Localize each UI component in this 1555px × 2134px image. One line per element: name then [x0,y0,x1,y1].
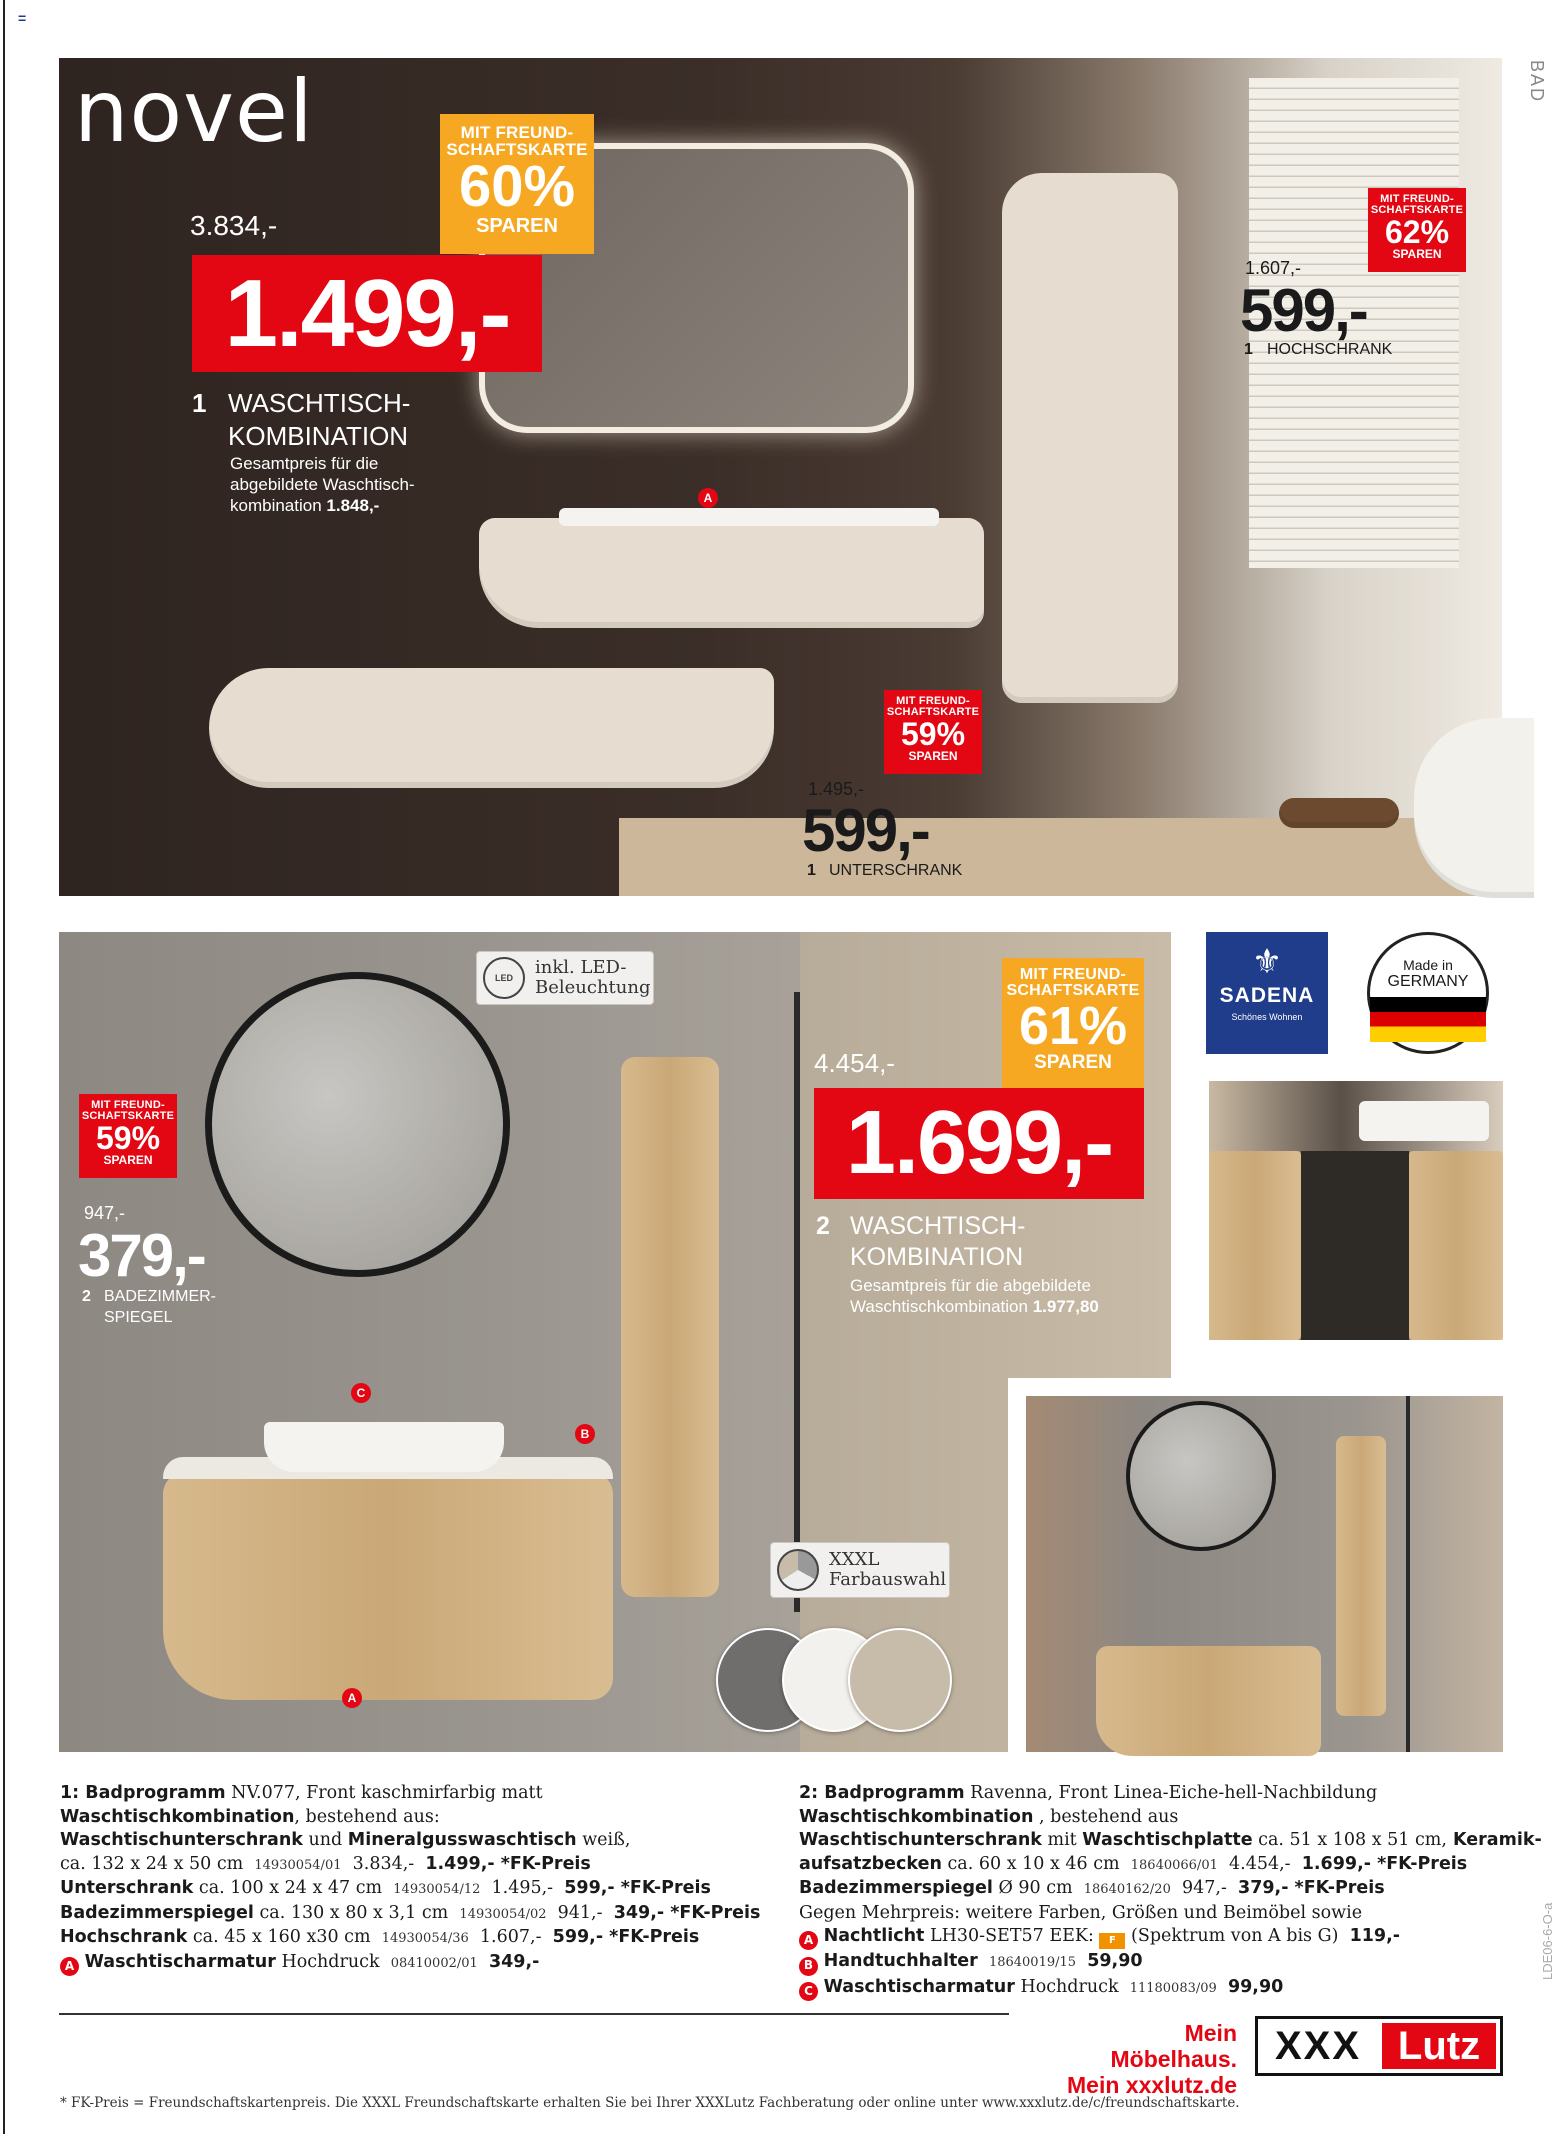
spec-r4-dim: ca. 60 x 10 x 46 cm [941,1853,1120,1874]
sadena-tagline: Schönes Wohnen [1231,1012,1303,1022]
sub-line3 [230,496,379,516]
badge-percent: 59% [95,1120,161,1156]
footer-slogan [1052,2020,1237,2098]
count-tall-cabinet: 1 [1244,341,1253,358]
sub-price: 1.848,- [326,496,380,515]
badge-save: SPAREN [1034,1052,1112,1073]
spec-r1-rest: Ravenna, Front Linea-Eiche-hell-Nachbildung [964,1783,1378,1803]
price-combination-1: 1.499,- [192,255,542,372]
detail-basin [1359,1101,1489,1141]
vessel-basin [264,1422,504,1472]
floor [619,818,1502,896]
spec-left [60,1782,760,1976]
price-under-cabinet: 599,- [802,797,929,864]
sub2-price: 1.977,80 [1032,1297,1099,1316]
badge-line1: MIT FREUND- [91,1099,165,1111]
energy-class-icon: F [1099,1933,1125,1949]
small-overview-photo [1008,1378,1503,1752]
badge-line1: MIT FREUND- [460,123,574,142]
oak-vanity [163,1472,613,1700]
led-icon-text: LED [495,973,513,983]
spec-l6-bold: Badezimmerspiegel [60,1902,254,1923]
price-combination-2: 1.699,- [814,1088,1144,1199]
brand-logo-novel: novel [74,62,314,162]
spec-l6-old: 941,- [557,1902,603,1923]
badge-percent: 62% [1384,214,1450,250]
spec-r9-marker: C [799,1982,818,2001]
spec-r5-dim: Ø 90 cm [992,1878,1073,1898]
spec-right [799,1782,1542,2001]
side-panel [1409,1151,1503,1340]
spec-r8-num: 18640019/15 [988,1955,1077,1971]
spec-l3-bold-a: Waschtischunterschrank [60,1830,303,1850]
spec-r4-num: 18640066/01 [1130,1857,1218,1873]
spec-r8-marker: B [799,1957,818,1976]
spec-r7-spectrum: (Spektrum von A bis G) [1125,1926,1339,1946]
spec-l7-bold: Hochschrank [60,1927,188,1947]
made-in-line1: Made in [1403,957,1453,973]
sub2-line1: Gesamtpreis für die abgebildete [850,1276,1091,1295]
spec-l6-price: 349,- *FK-Preis [613,1902,761,1923]
side-code: LDE06-6-O-a [1540,1902,1555,1980]
spec-l4-dim: ca. 132 x 24 x 50 cm [60,1853,244,1874]
spec-r7-bold: Nachtlicht [823,1926,925,1946]
sadena-name: SADENA [1219,984,1315,1007]
sub-line1: Gesamtpreis für die [230,454,379,473]
color-swatch-beige [848,1628,952,1732]
spec-r4-old: 4.454,- [1229,1853,1291,1874]
footnote: * FK-Preis = Freundschaftskartenpreis. Die XXXL Freundschaftskarte erhalten Sie bei Ihrer XXXLutz Fachberatung oder online unter www.xxxlutz.de/c/freundschaftskarte. [60,2095,1240,2111]
discount-badge-62 [1368,188,1466,272]
spec-r8-price: 59,90 [1087,1951,1143,1972]
discount-badge-59-mirror [79,1094,177,1178]
spec-r9-num: 11180083/09 [1129,1980,1217,1996]
small-vanity [1096,1646,1321,1756]
caption-count-2: 2 [816,1212,830,1240]
spec-r3-bold-b: Waschtischplatte [1082,1830,1253,1850]
spec-r4-price: 1.699,- *FK-Preis [1301,1853,1468,1874]
spec-l8-num: 08410002/01 [390,1955,478,1971]
marker-c-bottom: C [351,1383,371,1403]
spec-l5-dim: ca. 100 x 24 x 47 cm [193,1878,383,1898]
round-mirror [205,972,510,1277]
spec-l1-bold: 1: Badprogramm [60,1783,226,1803]
cabinet-detail-photo [1209,1081,1503,1340]
spec-l8-rest: Hochdruck [275,1951,380,1972]
badge-save: SPAREN [908,749,958,763]
footer-divider [59,2013,1009,2015]
caption2-line2: KOMBINATION [850,1243,1024,1271]
badge-percent: 61% [1018,996,1128,1056]
spec-r9-rest: Hochdruck [1014,1976,1119,1997]
badge-line2: SCHAFTSKARTE [446,140,588,159]
led-bulb-icon [483,957,525,999]
badge-line1: MIT FREUND- [1019,966,1127,983]
caption-line1: WASCHTISCH- [228,388,411,418]
spec-l5-price: 599,- *FK-Preis [564,1878,711,1898]
sub2-line2-text: Waschtischkombination [850,1297,1028,1316]
badge-save: SPAREN [103,1153,153,1167]
badge-line1: MIT FREUND- [1380,193,1454,205]
spec-l2-bold: Waschtischkombination [60,1806,295,1827]
spec-l7-price: 599,- *FK-Preis [552,1927,700,1947]
oak-tall-cabinet [621,1057,719,1597]
led-label-line1: inkl. LED- [535,957,627,978]
spec-r3-mid: mit [1041,1830,1083,1850]
discount-badge-60 [440,114,594,254]
spec-r5-num: 18640162/20 [1083,1882,1171,1897]
page-edge-line [3,0,5,2134]
spec-l7-old: 1.607,- [479,1927,542,1947]
spec-r3-rest: ca. 51 x 108 x 51 cm, [1252,1830,1447,1850]
caption-line2: KOMBINATION [228,421,409,451]
marker-b-bottom: B [575,1424,595,1444]
badge-line1: MIT FREUND- [896,695,970,707]
spec-l7-dim: ca. 45 x 160 x30 cm [187,1927,371,1947]
old-price-mirror: 947,- [84,1203,126,1223]
logo-lutz: Lutz [1382,2023,1496,2069]
discount-badge-59-under [884,690,982,774]
spec-l3-mid: und [302,1830,348,1850]
slogan-line2: Mein xxxlutz.de [1067,2072,1237,2098]
spec-l3-rest: weiß, [576,1830,631,1850]
palette-icon [777,1549,819,1591]
badge-line2: SCHAFTSKARTE [81,1110,175,1122]
led-label [476,951,654,1005]
washbasin [559,508,939,526]
spec-l4-old: 3.834,- [352,1853,415,1874]
discount-badge-61 [1002,958,1144,1088]
spec-r7-marker: A [799,1931,818,1950]
color-label-line1: XXXL [829,1549,880,1570]
under-cabinet [209,668,774,788]
spec-l3-bold-b: Mineralgusswaschtisch [347,1830,577,1850]
shelf-interior [1301,1151,1409,1340]
caption2-line1: WASCHTISCH- [850,1212,1026,1240]
badge-percent: 59% [900,716,966,752]
badge-line2: SCHAFTSKARTE [1006,982,1140,999]
small-round-mirror [1126,1401,1276,1551]
badge-line2: SCHAFTSKARTE [886,706,980,718]
spec-r8-bold: Handtuchhalter [823,1951,978,1972]
spec-r7-rest: LH30-SET57 EEK: [924,1926,1094,1946]
price-mirror: 379,- [78,1222,205,1289]
spec-l5-num: 14930054/12 [393,1882,481,1897]
spec-r5-bold: Badezimmerspiegel [799,1878,993,1898]
spec-l4-price: 1.499,- *FK-Preis [425,1853,591,1874]
xxxlutz-logo [1255,2016,1503,2076]
color-label-line2: Farbauswahl [829,1569,947,1590]
small-tall-cabinet [1336,1436,1386,1716]
spec-r3-bold-a: Waschtischunterschrank [799,1830,1042,1850]
spec-r9-price: 99,90 [1227,1976,1284,1997]
badge-save: SPAREN [1392,247,1442,261]
badge-line2: SCHAFTSKARTE [1370,204,1464,216]
color-choice-label [770,1542,950,1598]
caption-mirror-line2: SPIEGEL [104,1309,173,1326]
small-shower-frame [1406,1396,1410,1752]
sub-line2: abgebildete Waschtisch- [230,475,415,494]
spec-r2-bold: Waschtischkombination [799,1806,1034,1827]
spec-l6-num: 14930054/02 [459,1906,547,1922]
slogan-line1: Mein Möbelhaus. [1110,2020,1237,2072]
caption-under-cabinet: UNTERSCHRANK [829,862,963,879]
corner-mark: = [18,10,27,26]
spec-l6-dim: ca. 130 x 80 x 3,1 cm [253,1902,449,1923]
spec-r4-bold: aufsatzbecken [799,1853,942,1874]
spec-l1-rest: NV.077, Front kaschmirfarbig matt [225,1783,543,1803]
sadena-emblem-icon: ⚜ [1251,943,1283,981]
open-door [1209,1151,1301,1340]
spec-r9-bold: Waschtischarmatur [823,1976,1015,1997]
spec-l7-num: 14930054/36 [381,1931,469,1946]
made-in-germany-badge [1367,932,1489,1054]
marker-a-top: A [698,488,718,508]
stool [1279,798,1399,828]
count-under-cabinet: 1 [807,862,816,879]
spec-r2-rest: , bestehend aus [1033,1806,1179,1827]
caption-count-1: 1 [192,388,207,418]
sub-line3-text: kombination [230,496,322,515]
sub2-line2 [850,1297,1099,1317]
spec-r7-price: 119,- [1349,1926,1401,1946]
vanity-cabinet [479,518,984,628]
logo-xxx: XXX [1274,2023,1362,2068]
tall-cabinet [1002,173,1178,703]
sadena-logo [1206,932,1328,1054]
price-tall-cabinet: 599,- [1240,277,1367,344]
spec-r5-old: 947,- [1181,1878,1227,1898]
section-label: BAD [1527,60,1547,104]
spec-l8-price: 349,- [488,1951,540,1972]
old-price-under-cabinet: 1.495,- [808,779,865,799]
old-price-tall-cabinet: 1.607,- [1245,258,1302,278]
made-in-line2: GERMANY [1387,973,1469,990]
badge-save: SPAREN [476,215,558,237]
spec-l4-num: 14930054/01 [254,1857,342,1873]
count-mirror: 2 [82,1288,91,1305]
spec-l2-rest: , bestehend aus: [294,1806,440,1827]
caption-tall-cabinet: HOCHSCHRANK [1267,341,1393,358]
spec-l5-bold: Unterschrank [60,1878,194,1898]
spec-r5-price: 379,- *FK-Preis [1238,1878,1385,1898]
old-price-combination-2: 4.454,- [814,1048,895,1078]
spec-r1-bold: 2: Badprogramm [799,1783,965,1803]
spec-l5-old: 1.495,- [491,1878,554,1898]
marker-a-bottom: A [342,1688,362,1708]
spec-l8-bold: Waschtischarmatur [84,1951,276,1972]
spec-r3-bold-c: Keramik- [1446,1830,1542,1850]
spec-r6-text: Gegen Mehrpreis: weitere Farben, Größen und Beimöbel sowie [799,1902,1363,1923]
old-price-combination-1: 3.834,- [190,210,278,241]
badge-percent: 60% [458,154,576,219]
caption-mirror-line1: BADEZIMMER- [104,1288,216,1305]
led-label-line2: Beleuchtung [535,977,651,998]
german-flag-icon [1370,997,1486,1042]
spec-l8-marker: A [60,1957,79,1976]
